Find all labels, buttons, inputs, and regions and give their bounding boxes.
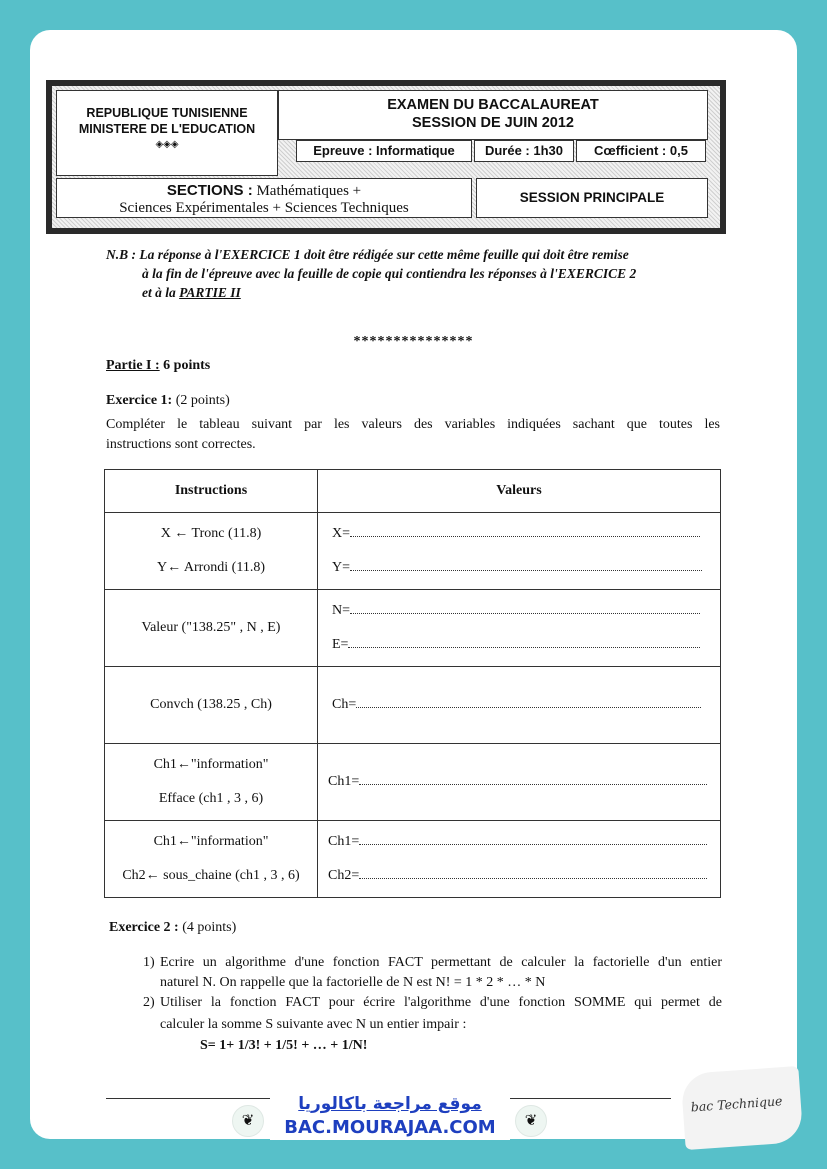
answer-field[interactable] — [348, 633, 700, 648]
instr-text: Convch (138.25 , Ch) — [150, 697, 272, 712]
exercise1-table — [104, 469, 721, 898]
bac-technique-label: bac Technique — [690, 1093, 783, 1115]
value-label: E= — [332, 637, 349, 652]
partie1-heading — [106, 356, 210, 376]
nb-line3-prefix: et à la — [142, 285, 180, 300]
table-header-row — [105, 470, 721, 513]
value-cell — [318, 590, 721, 667]
exam-title-cell — [278, 90, 708, 140]
instr-text: Ch1←"information" — [153, 757, 269, 772]
sections-line1: Mathématiques + — [256, 183, 362, 199]
instr-cell — [105, 590, 318, 667]
table-row — [105, 744, 721, 821]
table-row — [105, 667, 721, 744]
ex1-label: Exercice 1: — [106, 393, 173, 408]
duree-cell: Durée : 1h30 — [474, 140, 574, 162]
value-cell — [318, 667, 721, 744]
value-label: Ch2= — [328, 868, 360, 883]
answer-field[interactable] — [350, 599, 700, 614]
ex2-q1-line1: Ecrire un algorithme d'une fonction FACT permettant de calculer la factorielle d'un entier — [160, 955, 722, 970]
nb-partie2-link: PARTIE II — [179, 285, 241, 300]
instr-text: Efface (ch1 , 3 , 6) — [158, 791, 264, 806]
ex2-q2-number: 2) — [143, 995, 155, 1010]
table-row — [105, 513, 721, 590]
value-cell — [318, 821, 721, 898]
instr-text: Ch1←"information" — [153, 834, 269, 849]
site-arabic-name[interactable]: موقع مراجعة باكالوريا — [298, 1094, 482, 1114]
nb-line2: à la fin de l'épreuve avec la feuille de copie qui contiendra les réponses à l'EXERCICE 2 — [142, 266, 637, 281]
ex2-q1-number: 1) — [143, 955, 155, 970]
value-label: X= — [332, 526, 351, 541]
nb-note — [106, 245, 738, 302]
ex2-formula: S= 1+ 1/3! + 1/5! + … + 1/N! — [200, 1038, 368, 1053]
answer-field[interactable] — [356, 693, 701, 708]
value-label: Ch= — [332, 697, 357, 712]
instr-text: Valeur ("138.25" , N , E) — [141, 620, 281, 635]
instr-cell — [105, 513, 318, 590]
value-label: Y= — [332, 560, 351, 575]
nb-line1: N.B : La réponse à l'EXERCICE 1 doit être rédigée sur cette même feuille qui doit être remise — [106, 247, 629, 262]
site-logo-icon: ❦ — [232, 1105, 264, 1137]
ex1-text-line2: instructions sont correctes. — [106, 437, 256, 452]
value-cell — [318, 513, 721, 590]
ex2-q1-line2: naturel N. On rappelle que la factorielle de N est N! = 1 * 2 * … * N — [160, 975, 546, 990]
instr-text: Y← Arrondi (11.8) — [157, 560, 265, 575]
site-domain[interactable]: BAC.MOURAJAA.COM — [284, 1117, 496, 1138]
ex1-points: (2 points) — [172, 393, 230, 408]
table-row — [105, 821, 721, 898]
sections-label: SECTIONS : — [166, 182, 253, 199]
instr-text: X ← Tronc (11.8) — [160, 526, 262, 541]
instr-text: Ch2← sous_chaine (ch1 , 3 , 6) — [122, 868, 300, 883]
value-label: Ch1= — [328, 774, 360, 789]
site-logo-icon: ❦ — [515, 1105, 547, 1137]
partie1-points: 6 points — [159, 358, 211, 373]
ex2-q2-line1: Utiliser la fonction FACT pour écrire l'algorithme d'une fonction SOMME qui permet de — [160, 995, 722, 1010]
header-valeurs: Valeurs — [318, 470, 721, 513]
coefficient-cell: Cœfficient : 0,5 — [576, 140, 706, 162]
ministry-label: MINISTERE DE L'EDUCATION — [78, 122, 256, 136]
ex2-points: (4 points) — [178, 920, 237, 935]
bac-technique-badge — [680, 1066, 803, 1150]
instr-cell — [105, 744, 318, 821]
value-label: Ch1= — [328, 834, 360, 849]
ornament-icon: ◈◈◈ — [155, 139, 179, 150]
ex2-q2-line2: calculer la somme S suivante avec N un entier impair : — [160, 1017, 467, 1032]
header-instructions: Instructions — [105, 470, 318, 513]
answer-field[interactable] — [359, 864, 707, 879]
answer-field[interactable] — [359, 770, 707, 785]
value-label: N= — [332, 603, 351, 618]
republic-label: REPUBLIQUE TUNISIENNE — [86, 106, 248, 120]
exam-session: SESSION DE JUIN 2012 — [412, 115, 574, 131]
epreuve-cell: Epreuve : Informatique — [296, 140, 472, 162]
answer-field[interactable] — [359, 830, 707, 845]
answer-field[interactable] — [350, 522, 700, 537]
site-banner[interactable] — [270, 1092, 510, 1140]
table-row — [105, 590, 721, 667]
ex1-heading — [106, 391, 230, 411]
instr-cell — [105, 667, 318, 744]
exam-title: EXAMEN DU BACCALAUREAT — [387, 97, 599, 113]
ex2-label: Exercice 2 : — [109, 920, 179, 935]
ex1-text-line1: Compléter le tableau suivant par les valeurs des variables indiquées sachant que toutes les — [106, 417, 720, 432]
session-type-cell: SESSION PRINCIPALE — [476, 178, 708, 218]
ministry-cell — [56, 90, 278, 176]
partie1-label: Partie I : — [106, 358, 160, 373]
sections-cell — [56, 178, 472, 218]
ex2-heading — [109, 918, 236, 938]
value-cell — [318, 744, 721, 821]
sections-line2: Sciences Expérimentales + Sciences Techniques — [119, 200, 409, 216]
exam-header — [46, 80, 726, 234]
answer-field[interactable] — [350, 556, 702, 571]
separator-stars: *************** — [353, 334, 474, 349]
instr-cell — [105, 821, 318, 898]
